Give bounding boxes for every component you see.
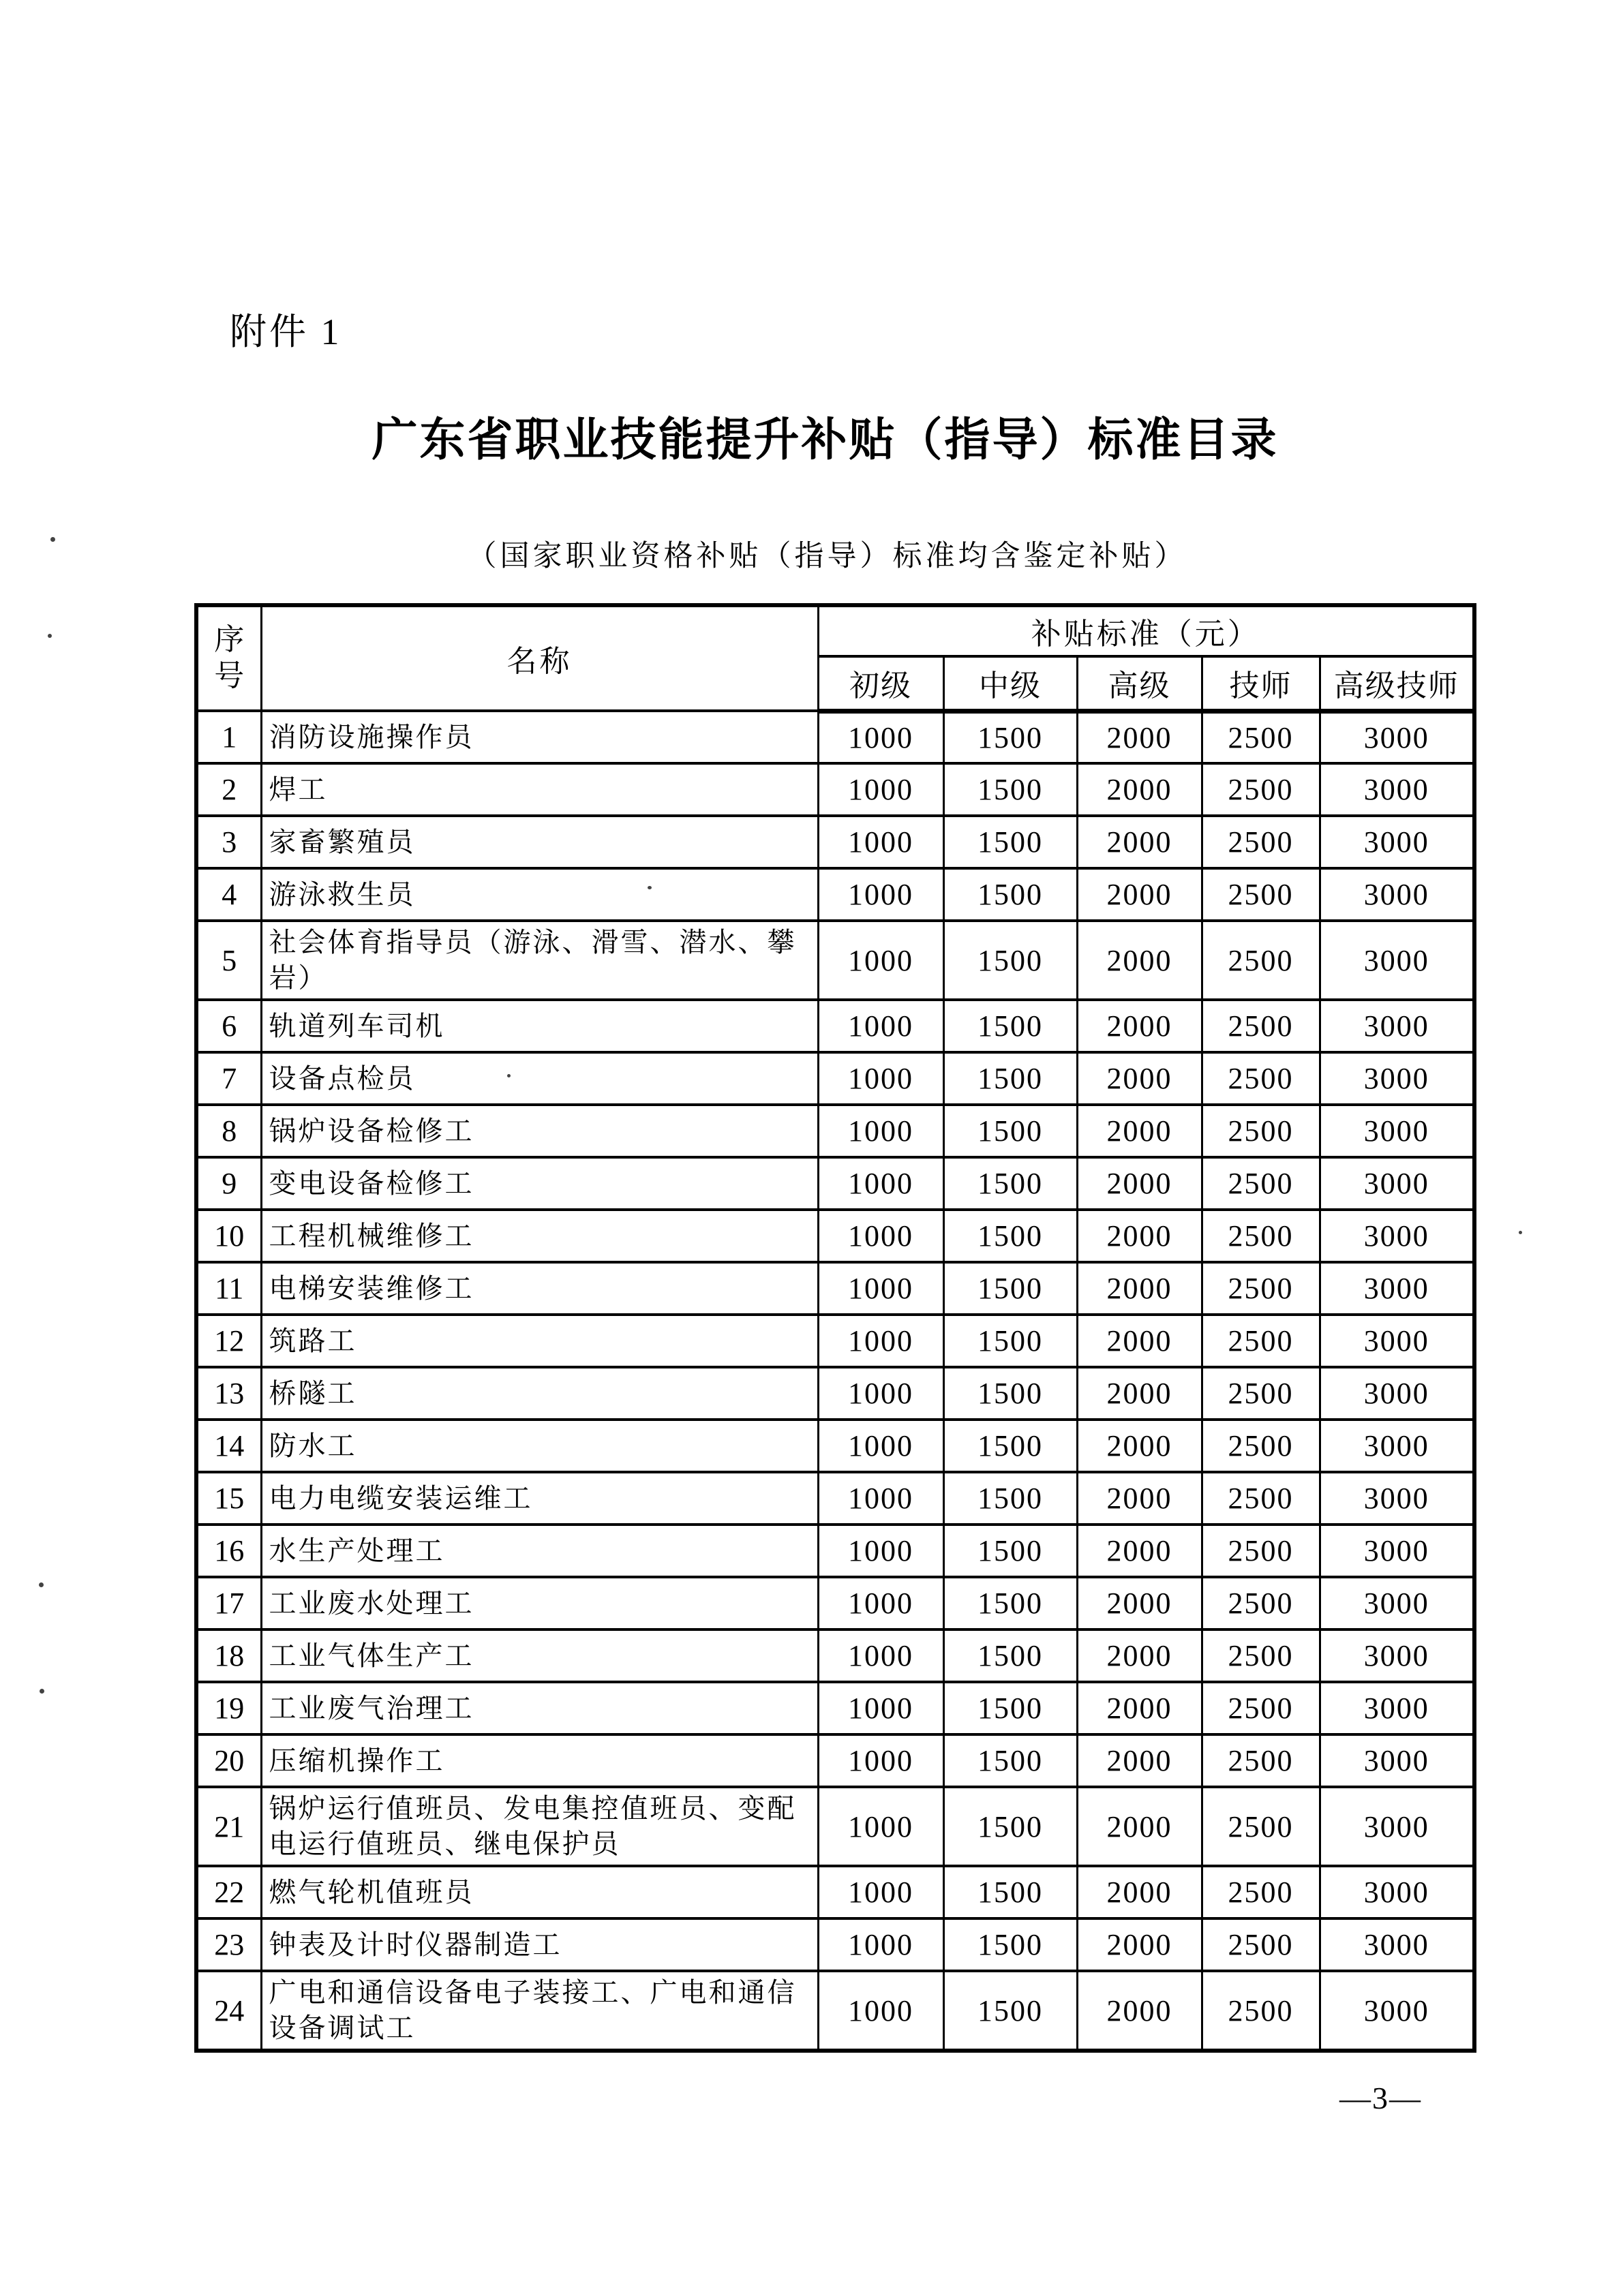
row-value: 1500 [943,1734,1077,1787]
scan-speck [39,1582,44,1587]
row-seq: 19 [196,1682,261,1734]
row-value: 1000 [818,1367,943,1420]
scan-speck [1519,1231,1522,1234]
row-value: 2000 [1077,1866,1202,1918]
row-seq: 22 [196,1866,261,1918]
header-subsidy-group: 补贴标准（元） [818,605,1474,656]
row-value: 3000 [1320,1971,1474,2051]
row-value: 1500 [943,1971,1077,2051]
row-name: 游泳救生员 [261,868,818,921]
row-value: 3000 [1320,1052,1474,1105]
row-value: 2500 [1202,1577,1320,1629]
row-value: 3000 [1320,1105,1474,1157]
row-seq: 3 [196,816,261,868]
table-row [196,868,1474,921]
row-seq: 6 [196,1000,261,1052]
row-value: 2500 [1202,763,1320,816]
header-group-row [196,605,1474,656]
row-seq: 4 [196,868,261,921]
row-name: 防水工 [261,1420,818,1472]
row-value: 2500 [1202,1000,1320,1052]
row-seq: 21 [196,1787,261,1866]
row-seq: 13 [196,1367,261,1420]
row-value: 1000 [818,763,943,816]
row-value: 1500 [943,1420,1077,1472]
row-value: 2500 [1202,711,1320,763]
table-row [196,1971,1474,2051]
row-value: 1500 [943,1577,1077,1629]
row-value: 2500 [1202,1420,1320,1472]
table-row [196,1525,1474,1577]
row-value: 1000 [818,1262,943,1315]
table-row [196,816,1474,868]
row-value: 1500 [943,1052,1077,1105]
row-value: 2500 [1202,1315,1320,1367]
table-row [196,1918,1474,1971]
scan-speck [40,1689,44,1694]
row-value: 1500 [943,1210,1077,1262]
table-header [196,605,1474,711]
row-value: 1000 [818,1052,943,1105]
table-row [196,1629,1474,1682]
row-value: 3000 [1320,1918,1474,1971]
row-value: 3000 [1320,1262,1474,1315]
row-value: 1500 [943,1262,1077,1315]
table-row [196,1734,1474,1787]
row-value: 2000 [1077,816,1202,868]
document-title: 广东省职业技能提升补贴（指导）标准目录 [371,415,1279,465]
row-value: 1000 [818,1000,943,1052]
row-value: 1500 [943,763,1077,816]
row-value: 1000 [818,921,943,1000]
row-value: 2000 [1077,921,1202,1000]
table-row [196,1000,1474,1052]
row-value: 2500 [1202,1918,1320,1971]
row-value: 2000 [1077,1315,1202,1367]
row-value: 1500 [943,1682,1077,1734]
row-value: 3000 [1320,1629,1474,1682]
row-value: 2000 [1077,1052,1202,1105]
row-name: 焊工 [261,763,818,816]
row-value: 1000 [818,1525,943,1577]
row-name: 工程机械维修工 [261,1210,818,1262]
row-value: 2000 [1077,1682,1202,1734]
row-value: 3000 [1320,1472,1474,1525]
row-value: 2000 [1077,1472,1202,1525]
row-value: 2000 [1077,1210,1202,1262]
row-value: 2500 [1202,1525,1320,1577]
row-seq: 12 [196,1315,261,1367]
row-value: 3000 [1320,1787,1474,1866]
row-value: 2500 [1202,1105,1320,1157]
row-value: 1500 [943,868,1077,921]
row-value: 2000 [1077,1918,1202,1971]
row-seq: 8 [196,1105,261,1157]
row-value: 2000 [1077,1525,1202,1577]
row-name: 锅炉运行值班员、发电集控值班员、变配电运行值班员、继电保护员 [261,1787,818,1866]
header-level-advanced: 高级 [1077,656,1202,711]
row-value: 1500 [943,711,1077,763]
row-value: 1000 [818,868,943,921]
header-name: 名称 [261,605,818,711]
row-value: 1500 [943,816,1077,868]
row-value: 3000 [1320,1682,1474,1734]
row-seq: 17 [196,1577,261,1629]
row-seq: 2 [196,763,261,816]
row-value: 1500 [943,1525,1077,1577]
row-name: 桥隧工 [261,1367,818,1420]
row-value: 2500 [1202,1971,1320,2051]
row-value: 1500 [943,921,1077,1000]
row-value: 3000 [1320,1210,1474,1262]
row-name: 广电和通信设备电子装接工、广电和通信设备调试工 [261,1971,818,2051]
row-value: 3000 [1320,763,1474,816]
row-value: 3000 [1320,1000,1474,1052]
attachment-label: 附件 1 [230,311,342,352]
row-value: 2000 [1077,711,1202,763]
row-value: 3000 [1320,1315,1474,1367]
row-name: 电力电缆安装运维工 [261,1472,818,1525]
row-value: 1000 [818,1577,943,1629]
row-name: 工业废气治理工 [261,1682,818,1734]
table-row [196,1866,1474,1918]
row-value: 2000 [1077,1105,1202,1157]
row-name: 设备点检员 [261,1052,818,1105]
row-value: 2500 [1202,1262,1320,1315]
table-row [196,1210,1474,1262]
row-value: 3000 [1320,1734,1474,1787]
row-value: 1000 [818,1971,943,2051]
row-value: 1500 [943,1000,1077,1052]
row-name: 筑路工 [261,1315,818,1367]
row-value: 2500 [1202,1052,1320,1105]
row-name: 家畜繁殖员 [261,816,818,868]
row-seq: 24 [196,1971,261,2051]
row-seq: 10 [196,1210,261,1262]
row-seq: 15 [196,1472,261,1525]
row-value: 1000 [818,1315,943,1367]
row-name: 钟表及计时仪器制造工 [261,1918,818,1971]
row-name: 社会体育指导员（游泳、滑雪、潜水、攀岩） [261,921,818,1000]
row-value: 2500 [1202,921,1320,1000]
row-value: 1000 [818,1472,943,1525]
row-name: 轨道列车司机 [261,1000,818,1052]
document-subtitle: （国家职业资格补贴（指导）标准均含鉴定补贴） [467,540,1187,572]
row-value: 1000 [818,1157,943,1210]
table-row [196,1315,1474,1367]
row-seq: 16 [196,1525,261,1577]
row-value: 3000 [1320,1157,1474,1210]
row-value: 2500 [1202,1787,1320,1866]
row-value: 3000 [1320,1577,1474,1629]
row-value: 2500 [1202,1866,1320,1918]
row-value: 3000 [1320,921,1474,1000]
scan-speck [50,537,55,542]
subsidy-table-body [196,711,1474,2051]
header-level-intermediate: 中级 [943,656,1077,711]
row-value: 2000 [1077,1000,1202,1052]
scan-speck [648,886,652,889]
page-number: —3— [1339,2081,1422,2115]
row-value: 2500 [1202,1210,1320,1262]
row-value: 2500 [1202,1734,1320,1787]
row-seq: 1 [196,711,261,763]
table-row [196,711,1474,763]
row-value: 2000 [1077,1367,1202,1420]
row-value: 2000 [1077,868,1202,921]
table-row [196,1682,1474,1734]
row-name: 消防设施操作员 [261,711,818,763]
scan-speck [48,634,52,638]
table-row [196,921,1474,1000]
row-seq: 14 [196,1420,261,1472]
row-value: 2500 [1202,1472,1320,1525]
header-level-beginner: 初级 [818,656,943,711]
row-name: 燃气轮机值班员 [261,1866,818,1918]
row-value: 1000 [818,1682,943,1734]
row-name: 工业气体生产工 [261,1629,818,1682]
table-row [196,1052,1474,1105]
row-value: 1000 [818,1210,943,1262]
row-seq: 18 [196,1629,261,1682]
row-value: 2000 [1077,1971,1202,2051]
table-row [196,1262,1474,1315]
row-value: 2500 [1202,1157,1320,1210]
subsidy-standards-table [194,603,1476,2053]
header-level-senior-technician: 高级技师 [1320,656,1474,711]
row-value: 2500 [1202,1367,1320,1420]
row-value: 1500 [943,1367,1077,1420]
row-value: 2000 [1077,1629,1202,1682]
row-value: 2000 [1077,1420,1202,1472]
row-value: 3000 [1320,816,1474,868]
row-value: 3000 [1320,1367,1474,1420]
table-row [196,1420,1474,1472]
row-value: 1000 [818,1734,943,1787]
row-name: 水生产处理工 [261,1525,818,1577]
row-seq: 9 [196,1157,261,1210]
row-seq: 5 [196,921,261,1000]
row-value: 1000 [818,1629,943,1682]
row-value: 1500 [943,1629,1077,1682]
row-value: 2000 [1077,763,1202,816]
table-row [196,1157,1474,1210]
table-row [196,763,1474,816]
row-value: 3000 [1320,1525,1474,1577]
row-value: 1500 [943,1315,1077,1367]
row-value: 1500 [943,1472,1077,1525]
row-value: 2000 [1077,1577,1202,1629]
row-name: 锅炉设备检修工 [261,1105,818,1157]
table-row [196,1472,1474,1525]
row-value: 1500 [943,1157,1077,1210]
table-row [196,1105,1474,1157]
row-value: 3000 [1320,868,1474,921]
row-value: 2000 [1077,1734,1202,1787]
row-value: 1000 [818,1420,943,1472]
table-row [196,1787,1474,1866]
table-row [196,1577,1474,1629]
row-value: 1000 [818,1105,943,1157]
row-name: 电梯安装维修工 [261,1262,818,1315]
row-value: 2000 [1077,1262,1202,1315]
row-value: 1500 [943,1105,1077,1157]
row-value: 1500 [943,1866,1077,1918]
scan-speck [507,1074,511,1077]
row-value: 1000 [818,816,943,868]
header-seq: 序号 [196,605,261,711]
row-value: 3000 [1320,1420,1474,1472]
header-level-technician: 技师 [1202,656,1320,711]
row-value: 1000 [818,1866,943,1918]
row-value: 3000 [1320,1866,1474,1918]
row-seq: 23 [196,1918,261,1971]
row-value: 1500 [943,1787,1077,1866]
row-value: 1000 [818,711,943,763]
row-seq: 20 [196,1734,261,1787]
row-value: 2500 [1202,816,1320,868]
row-value: 1000 [818,1918,943,1971]
row-value: 2500 [1202,1682,1320,1734]
row-value: 2500 [1202,1629,1320,1682]
row-value: 3000 [1320,711,1474,763]
row-value: 2000 [1077,1787,1202,1866]
row-value: 2000 [1077,1157,1202,1210]
row-seq: 7 [196,1052,261,1105]
row-name: 压缩机操作工 [261,1734,818,1787]
row-name: 变电设备检修工 [261,1157,818,1210]
row-value: 1500 [943,1918,1077,1971]
row-name: 工业废水处理工 [261,1577,818,1629]
row-value: 2500 [1202,868,1320,921]
row-seq: 11 [196,1262,261,1315]
row-value: 1000 [818,1787,943,1866]
table-row [196,1367,1474,1420]
